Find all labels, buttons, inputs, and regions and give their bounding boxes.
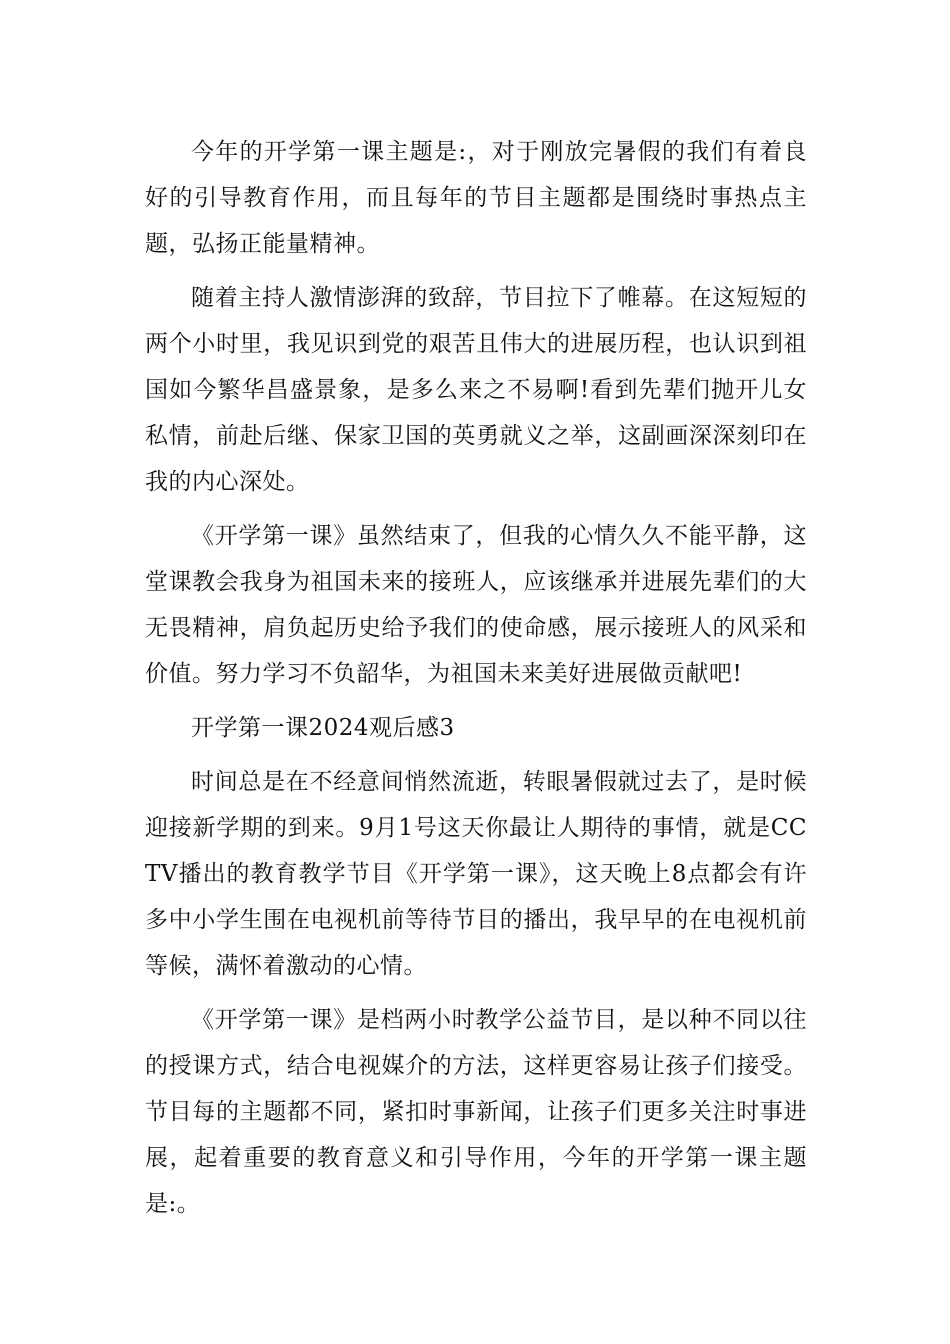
- document-body: [145, 129, 807, 1235]
- paragraph-2: 随着主持人激情澎湃的致辞，节目拉下了帷幕。在这短短的两个小时里，我见识到党的艰苦且伟大的进展历程，也认识到祖国如今繁华昌盛景象，是多么来之不易啊!看到先辈们抛开儿女私情，前赴后继、保家卫国的英勇就义之举，这副画深深刻印在我的内心深处。: [145, 285, 807, 495]
- paragraph-1: 今年的开学第一课主题是:，对于刚放完暑假的我们有着良好的引导教育作用，而且每年的节目主题都是围绕时事热点主题，弘扬正能量精神。: [145, 139, 807, 257]
- paragraph-3: 《开学第一课》虽然结束了，但我的心情久久不能平静，这堂课教会我身为祖国未来的接班人，应该继承并进展先辈们的大无畏精神，肩负起历史给予我们的使命感，展示接班人的风采和价值。努力学习不负韶华，为祖国未来美好进展做贡献吧!: [145, 523, 807, 687]
- paragraph-4: 时间总是在不经意间悄然流逝，转眼暑假就过去了，是时候迎接新学期的到来。9月1号这天你最让人期待的事情，就是CCTV播出的教育教学节目《开学第一课》，这天晚上8点都会有许多中小学生围在电视机前等待节目的播出，我早早的在电视机前等候，满怀着激动的心情。: [145, 769, 807, 979]
- section-heading: 开学第一课2024观后感3: [191, 715, 455, 741]
- paragraph-5: 《开学第一课》是档两小时教学公益节目，是以种不同以往的授课方式，结合电视媒介的方法，这样更容易让孩子们接受。节目每的主题都不同，紧扣时事新闻，让孩子们更多关注时事进展，起着重要的教育意义和引导作用，今年的开学第一课主题是:。: [145, 1007, 807, 1217]
